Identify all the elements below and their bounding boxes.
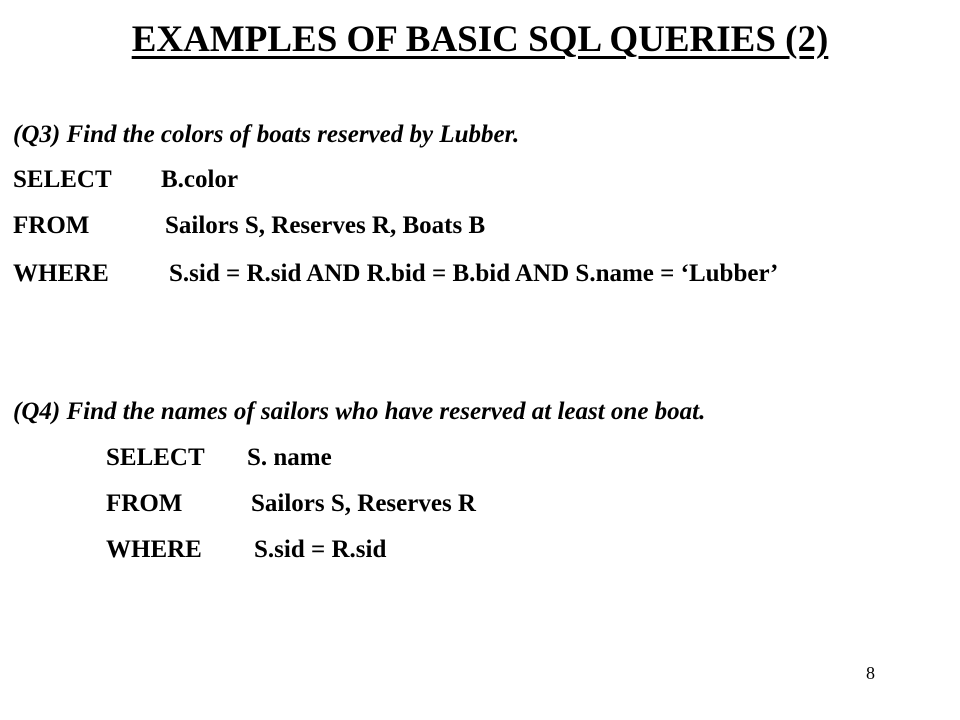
q4-heading: (Q4) Find the names of sailors who have reserved at least one boat.	[13, 398, 706, 425]
q3-select-clause	[13, 163, 238, 197]
q3-heading: (Q3) Find the colors of boats reserved by Lubber.	[13, 121, 520, 148]
q3-from-clause	[13, 209, 485, 243]
q4-select-keyword: SELECT	[106, 444, 205, 471]
q3-from-keyword: FROM	[13, 212, 90, 239]
q4-where-keyword: WHERE	[106, 536, 202, 563]
q4-from-keyword: FROM	[106, 490, 183, 517]
q4-from-expression: Sailors S, Reserves R	[251, 490, 476, 517]
q4-select-expression: S. name	[247, 444, 332, 471]
q4-where-expression: S.sid = R.sid	[254, 536, 387, 563]
q3-select-keyword: SELECT	[13, 166, 112, 193]
page-number: 8	[866, 663, 875, 683]
q3-from-expression: Sailors S, Reserves R, Boats B	[165, 212, 486, 239]
q3-where-keyword: WHERE	[13, 260, 109, 287]
q4-from-clause	[106, 487, 476, 521]
q3-where-clause	[13, 257, 778, 291]
q3-select-expression: B.color	[161, 166, 239, 193]
slide-title: EXAMPLES OF BASIC SQL QUERIES (2)	[131, 19, 829, 60]
q4-select-clause	[106, 441, 332, 475]
q3-where-expression: S.sid = R.sid AND R.bid = B.bid AND S.name = ‘Lubber’	[169, 260, 779, 287]
q4-where-clause	[106, 533, 386, 567]
